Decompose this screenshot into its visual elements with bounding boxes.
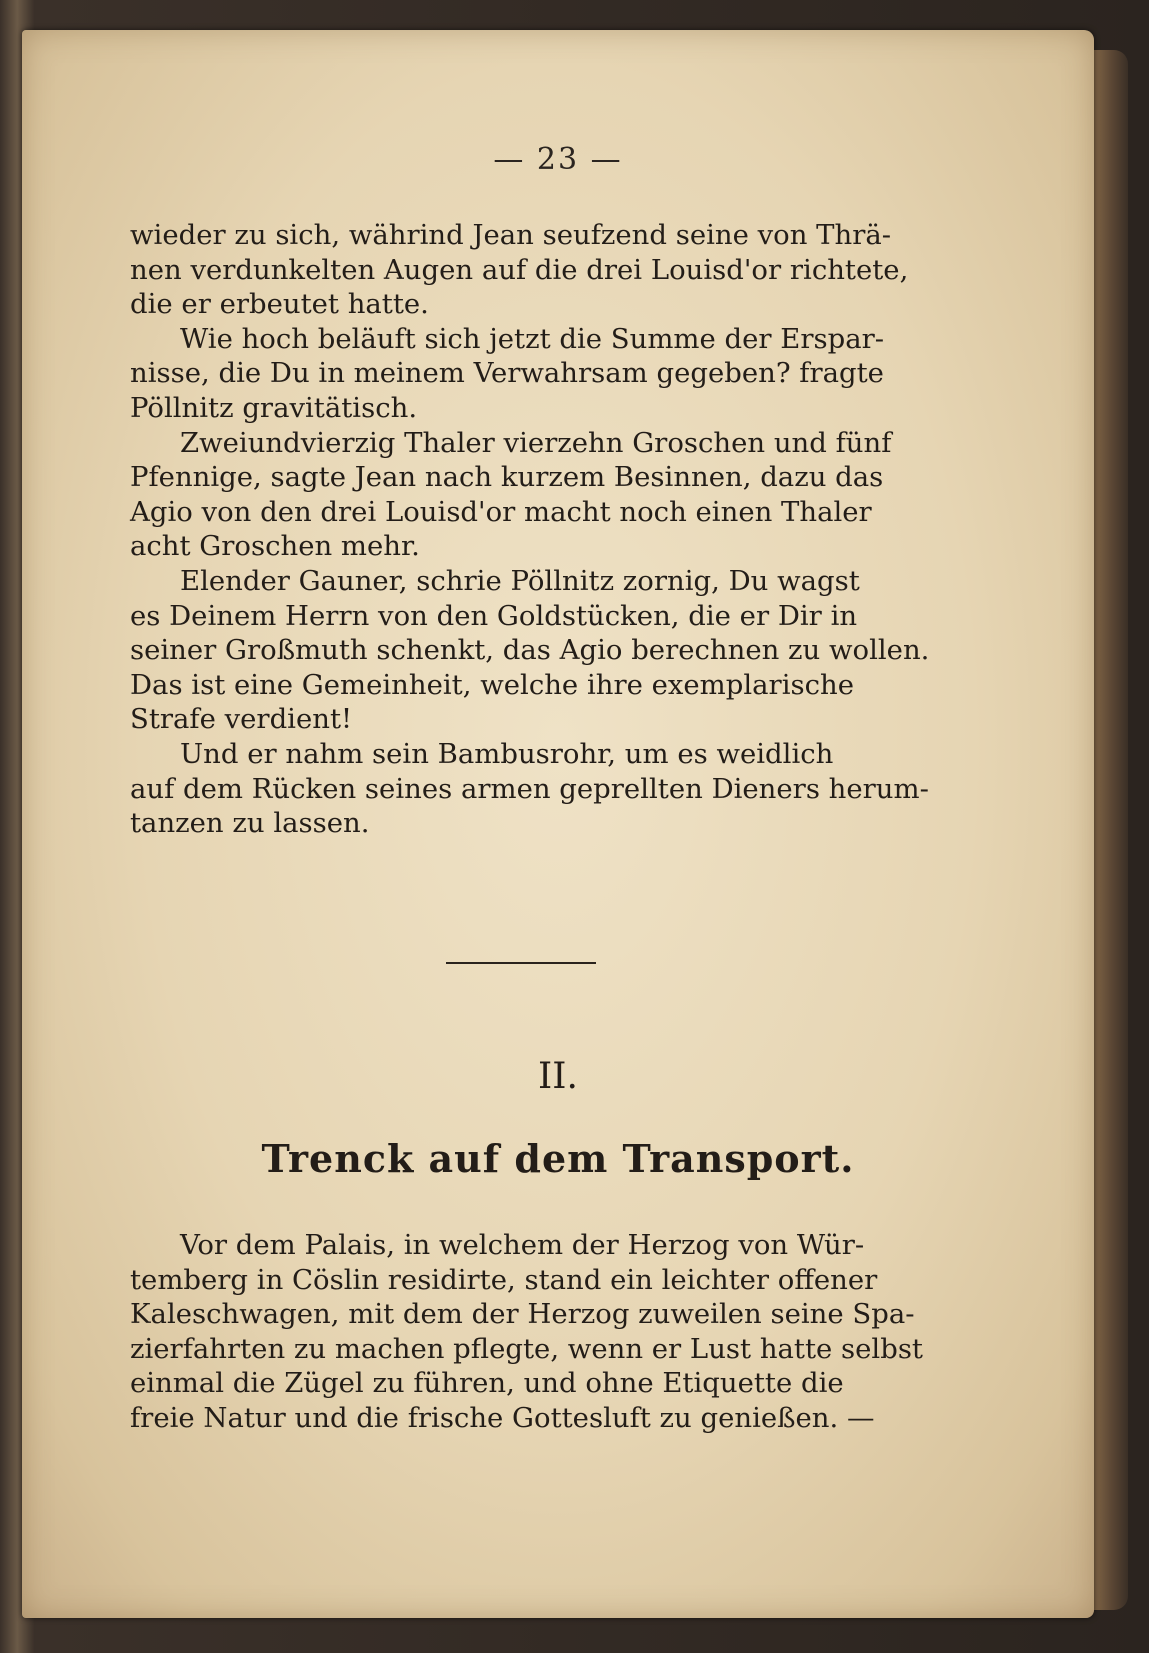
text-line: zierfahrten zu machen pflegte, wenn er Lust hatte selbst bbox=[130, 1332, 923, 1365]
text-line: Pöllnitz gravitätisch. bbox=[130, 391, 418, 424]
text-line: wieder zu sich, währind Jean seufzend seine von Thrä- bbox=[130, 219, 892, 251]
text-line: Wie hoch beläuft sich jetzt die Summe der Erspar- bbox=[180, 322, 885, 355]
text-line: freie Natur und die frische Gottesluft zu genießen. — bbox=[130, 1401, 875, 1434]
text-line: einmal die Zügel zu führen, und ohne Etiquette die bbox=[130, 1367, 844, 1400]
text-line: Strafe verdient! bbox=[130, 703, 353, 736]
text-line: auf dem Rücken seines armen geprellten Dieners herum- bbox=[130, 772, 929, 805]
chapter-number: II. bbox=[538, 1056, 578, 1097]
text-line: Kaleschwagen, mit dem der Herzog zuweilen seine Spa- bbox=[130, 1298, 915, 1331]
text-line: Pfennige, sagte Jean nach kurzem Besinnen, dazu das bbox=[130, 461, 884, 494]
text-line: acht Groschen mehr. bbox=[130, 530, 420, 563]
text-line: Vor dem Palais, in welchem der Herzog von Wür- bbox=[180, 1229, 865, 1261]
text-line: nen verdunkelten Augen auf die drei Louisd'or richtete, bbox=[130, 253, 909, 286]
text-line: es Deinem Herrn von den Goldstücken, die er Dir in bbox=[130, 599, 858, 632]
text-line: nisse, die Du in meinem Verwahrsam gegeben? fragte bbox=[130, 357, 884, 390]
book-page bbox=[22, 30, 1094, 1618]
page-stack-edge bbox=[1088, 50, 1128, 1610]
text-line: seiner Großmuth schenkt, das Agio berechnen zu wollen. bbox=[130, 634, 930, 667]
text-line: temberg in Cöslin residirte, stand ein leichter offener bbox=[130, 1263, 878, 1296]
section-1-text bbox=[130, 218, 930, 841]
text-line: Elender Gauner, schrie Pöllnitz zornig, Du wagst bbox=[180, 564, 860, 597]
text-line: die er erbeutet hatte. bbox=[130, 288, 429, 321]
page-number: — 23 — bbox=[493, 142, 623, 177]
section-divider bbox=[446, 962, 596, 964]
text-line: tanzen zu lassen. bbox=[130, 807, 370, 840]
text-line: Zweiundvierzig Thaler vierzehn Groschen und fünf bbox=[180, 426, 892, 459]
text-line: Agio von den drei Louisd'or macht noch einen Thaler bbox=[130, 495, 872, 528]
text-line: Das ist eine Gemeinheit, welche ihre exemplarische bbox=[130, 668, 854, 701]
text-line: Und er nahm sein Bambusrohr, um es weidlich bbox=[180, 737, 834, 770]
chapter-title: Trenck auf dem Transport. bbox=[261, 1136, 855, 1181]
section-2-text bbox=[130, 1228, 930, 1436]
